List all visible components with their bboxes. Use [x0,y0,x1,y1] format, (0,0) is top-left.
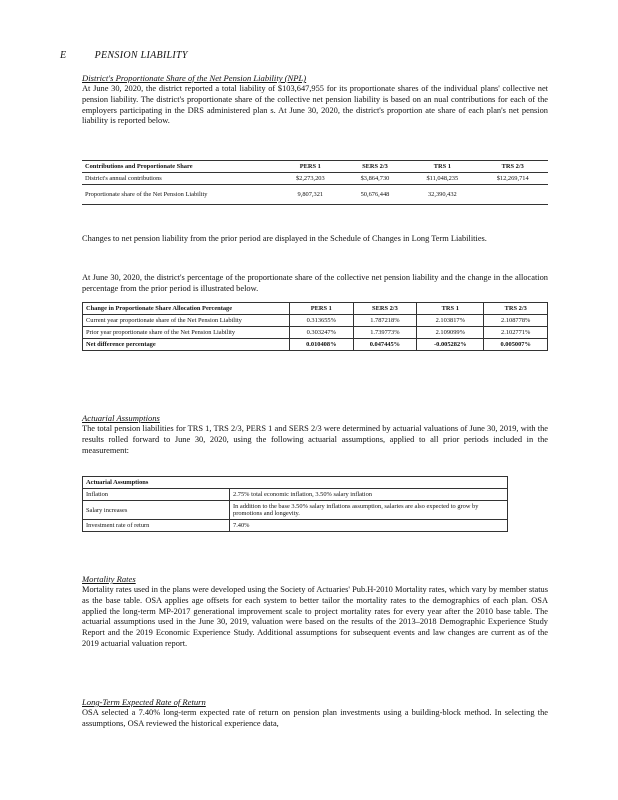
row-label: Investment rate of return [83,520,230,532]
table-cell: 9,807,321 [278,185,343,205]
header-cell: TRS 2/3 [484,303,548,315]
changes-paragraph: Changes to net pension liability from the prior period are displayed in the Schedule of Changes in Long Term Liabilities. [82,234,487,243]
header-cell: Contributions and Proportionate Share [82,161,278,173]
row-label: Proportionate share of the Net Pension Liability [82,185,278,205]
table-cell [477,185,548,205]
table-header-row [82,161,548,173]
table-cell: 0.005007% [484,339,548,351]
contributions-table [82,160,548,205]
table-cell: 0.047445% [353,339,417,351]
table-cell: 0.313655% [290,315,354,327]
header-cell: TRS 2/3 [477,161,548,173]
table-cell: 2.109099% [417,327,484,339]
header-cell: SERS 2/3 [353,303,417,315]
actuarial-assumptions-table [82,476,508,532]
table-row [83,489,508,501]
row-label: Current year proportionate share of the Net Pension Liability [83,315,290,327]
table-row [82,173,548,185]
table-row [83,315,548,327]
table-cell: $12,269,714 [477,173,548,185]
npl-heading: District's Proportionate Share of the Net Pension Liability (NPL) [82,73,307,83]
actuarial-paragraph: The total pension liabilities for TRS 1, TRS 2/3, PERS 1 and SERS 2/3 were determined by actuarial valuations of June 30, 2019, with the results rolled forward to June 30, 2020, using the following actuarial assumptions, applied to all prior periods included in the measurement: [82,424,548,455]
table-row [83,327,548,339]
header-cell: SERS 2/3 [343,161,408,173]
table-row [82,185,548,205]
allocation-percentage-table [82,302,548,351]
table-row [83,520,508,532]
table-cell: 32,390,432 [407,185,477,205]
table-cell: 2.75% total economic inflation, 3.50% salary inflation [230,489,508,501]
row-label: Net difference percentage [83,339,290,351]
npl-paragraph: At June 30, 2020, the district reported a total liability of $103,647,955 for its proportionate shares of the individual plans' collective net pension liability. The district's proportionate share of the collective net pension liability is based on an nual contributions for each of the employers participating in the DRS administered plan s. At June 30, 2020, the district's proportion ate share of each plan's net pension liability is reported below. [82,84,548,126]
table-header-row [83,303,548,315]
table-cell: $3,864,730 [343,173,408,185]
table-cell: 1.787218% [353,315,417,327]
table-header-row [83,477,508,489]
table-cell: 50,676,448 [343,185,408,205]
row-label: Prior year proportionate share of the Net Pension Liability [83,327,290,339]
header-cell: TRS 1 [407,161,477,173]
header-cell: Change in Proportionate Share Allocation Percentage [83,303,290,315]
row-label: Inflation [83,489,230,501]
table-cell: $2,273,203 [278,173,343,185]
table-cell: 2.102771% [484,327,548,339]
table-cell: $11,048,235 [407,173,477,185]
section-letter: E [60,50,67,61]
table-cell: 7.40% [230,520,508,532]
header-cell: PERS 1 [278,161,343,173]
actuarial-heading: Actuarial Assumptions [82,413,160,423]
table-cell: In addition to the base 3.50% salary inflations assumption, salaries are also expected to grow by promotions and longevity. [230,501,508,520]
header-cell: Actuarial Assumptions [83,477,508,489]
mortality-heading: Mortality Rates [82,574,136,584]
table-cell: 2.108778% [484,315,548,327]
section-header [60,50,188,61]
table-cell: -0.005282% [417,339,484,351]
return-heading: Long-Term Expected Rate of Return [82,697,206,707]
row-label: Salary increases [83,501,230,520]
table-cell: 1.739773% [353,327,417,339]
row-label: District's annual contributions [82,173,278,185]
table-row [83,501,508,520]
table-cell: 0.303247% [290,327,354,339]
return-paragraph: OSA selected a 7.40% long-term expected rate of return on pension plan investments using a building-block method. In selecting the assumptions, OSA reviewed the historical experience data, [82,708,548,728]
table-cell: 0.010408% [290,339,354,351]
header-cell: PERS 1 [290,303,354,315]
header-cell: TRS 1 [417,303,484,315]
table-row [83,339,548,351]
mortality-paragraph: Mortality rates used in the plans were developed using the Society of Actuaries' Pub.H-2010 Mortality rates, which vary by member status as the base table. OSA applies age offsets for each system to better tailor the mortality rates to the demographics of each plan. OSA applied the long-term MP-2017 generational improvement scale to project mortality rates for every year after the 2010 base table. The actuarial assumptions used in the June 30, 2019, valuation were based on the results of the 2013–2018 Demographic Experience Study Report and the 2019 Economic Experience Study. Additional assumptions for subsequent events and law changes are current as of the 2019 actuarial valuation report. [82,585,548,648]
section-title: PENSION LIABILITY [94,50,188,61]
percentage-paragraph: At June 30, 2020, the district's percentage of the proportionate share of the collective net pension liability and the change in the allocation percentage from the prior period is illustrated below. [82,273,548,293]
table-cell: 2.103817% [417,315,484,327]
